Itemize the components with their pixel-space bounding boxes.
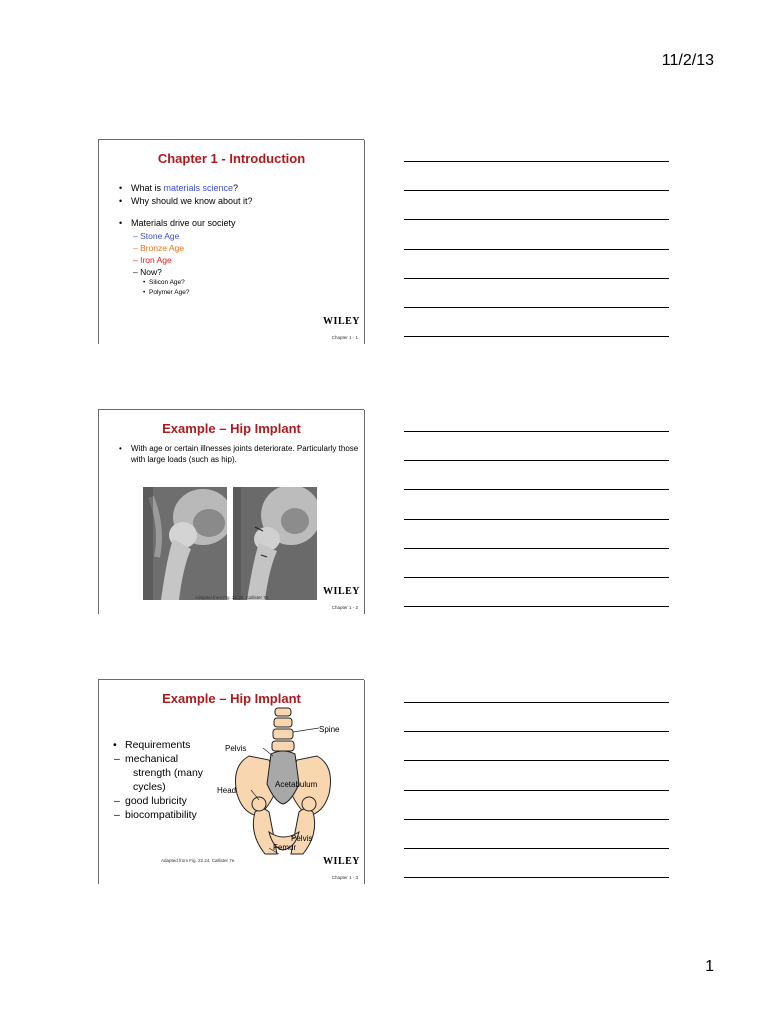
- slide-2: [98, 409, 364, 614]
- slide-title: Example – Hip Implant: [162, 421, 301, 436]
- label-head: Head: [217, 786, 237, 795]
- label-femur: Femur: [273, 843, 297, 852]
- wiley-logo: WILEY: [323, 856, 360, 867]
- wiley-logo: WILEY: [323, 586, 360, 597]
- slide-title: Chapter 1 - Introduction: [157, 151, 306, 166]
- image-credit: Adapted from Fig. 22.24, Callister 7e.: [161, 858, 236, 863]
- sub-item: – Stone Age: [133, 231, 180, 241]
- chapter-label: Chapter 1 - 2: [331, 605, 358, 610]
- bullet-item: • Why should we know about it?: [119, 195, 253, 208]
- label-acetabulum: Acetabulum: [275, 780, 318, 789]
- sub-item: – Iron Age: [133, 255, 172, 265]
- materials-science-text: materials science: [163, 183, 234, 193]
- sub-sub-item: • Silicon Age?: [119, 278, 253, 288]
- label-spine: Spine: [319, 725, 340, 734]
- slide-1: [98, 139, 364, 344]
- xray-image-left: [143, 487, 227, 600]
- date: 11/2/13: [661, 52, 714, 69]
- slide-3: [98, 679, 364, 884]
- slide-title: Example – Hip Implant: [162, 691, 301, 706]
- label-pelvis-top: Pelvis: [225, 744, 247, 753]
- sub-item-continued: cycles): [133, 781, 166, 793]
- chapter-label: Chapter 1 - 3: [331, 875, 358, 880]
- sub-item: – Now?: [133, 267, 162, 277]
- requirements-list: [113, 738, 203, 822]
- bullet-list: [119, 182, 253, 298]
- image-credit: Adapted from Fig. 22.25, Callister 7e.: [195, 595, 270, 600]
- bullet-item: • What is materials science?: [119, 182, 253, 195]
- sub-item: – biocompatibility: [113, 808, 203, 822]
- sub-item-continued: strength (many: [133, 767, 204, 779]
- bullet-item: • With age or certain illnesses joints deteriorate. Particularly those with large loads (such as hip).: [119, 444, 359, 464]
- sub-item: – mechanical: [113, 752, 203, 766]
- xray-image-right: [233, 487, 317, 600]
- page-number: 1: [705, 958, 714, 975]
- label-pelvis-bottom: Pelvis: [291, 834, 313, 843]
- sub-item: – Bronze Age: [133, 243, 185, 253]
- sub-sub-item: • Polymer Age?: [119, 288, 253, 298]
- wiley-logo: WILEY: [323, 316, 360, 327]
- chapter-label: Chapter 1 - 1: [331, 335, 358, 340]
- bullet-item: • Requirements: [113, 738, 203, 752]
- sub-item: – good lubricity: [113, 794, 203, 808]
- bullet-item: • Materials drive our society: [119, 217, 253, 230]
